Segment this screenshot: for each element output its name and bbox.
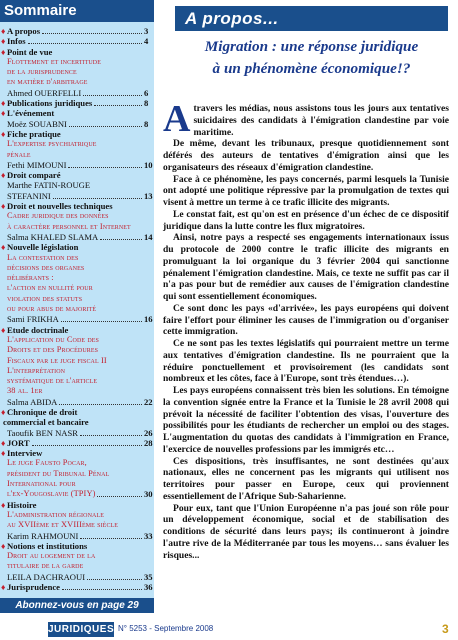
sommaire-title: Sommaire [0,0,154,22]
article-paragraph: Ainsi, notre pays a respecté ses engagements internationaux issus du protocole de 2000 contre le trafic illicite des migrants en promulguant la loi organique du 3 février 2004 qui sanctionne pénalement l'émigration clandestine. Mais, ce texte ne suffit pas car il n'a pas pour but de remédier aux causes de l'émigration clandestine qui sont essentiellement économiques. [163,232,449,302]
toc-entry [0,376,154,386]
toc-entry [0,180,154,190]
toc-entry-label: Taoufik BEN NASR [7,427,79,438]
toc-bullet-icon: ♦ [1,582,6,593]
toc-entry-label: président du Tribunal Pénal [7,468,110,478]
toc-entry-label: L'administration régionale [7,509,104,519]
toc-bullet-icon: ♦ [1,324,6,335]
toc-entry-label: Salma KHALED SLAMA [7,231,99,242]
toc-entry[interactable] [0,98,154,108]
toc-entry-label: Droit au logement de la [7,551,96,561]
toc-entry [0,417,154,427]
toc-entry [0,294,154,304]
toc-entry [0,386,154,396]
toc-entry-label: Sami FRIKHA [7,314,59,325]
toc-entry [0,510,154,520]
toc-entry-label: LEILA DACHRAOUI [7,571,86,582]
toc-entry-label: commercial et bancaire [3,417,89,428]
toc-entry [0,211,154,221]
subscribe-banner[interactable]: Abonnez-vous en page 29 [0,598,154,613]
toc-entry [0,253,154,263]
toc-entry-label: Nouvelle législation [7,242,79,253]
toc-entry [0,150,154,160]
magazine-logo: JURIDIQUES [48,624,115,635]
toc-entry-label: Notions et institutions [7,540,88,551]
toc-bullet-icon: ♦ [1,448,6,459]
page-footer [0,620,458,640]
toc-page-number: 16 [144,314,153,325]
toc-entry-label: Ahmed OUERFELLI [7,87,82,98]
toc-entry-label: Droit et nouvelles techniques [7,201,113,212]
toc-entry-label: Etude doctrinale [7,324,69,335]
toc-bullet-icon: ♦ [1,46,6,57]
toc-page-number: 13 [144,190,153,201]
section-banner-label: A propos... [179,7,285,30]
toc-entry-label: l'action en nullité pour [7,283,93,293]
toc-entry[interactable] [0,88,154,98]
toc-dot-leader [80,435,142,436]
toc-entry-label: Le juge Fausto Pocar, [7,458,87,468]
toc-entry [0,356,154,366]
toc-entry [0,170,154,180]
toc-dot-leader [94,105,142,106]
toc-dot-leader [69,126,142,127]
toc-bullet-icon: ♦ [1,108,6,119]
toc-page-number: 14 [144,231,153,242]
toc-entry-label: Cadre juridique des données [7,211,109,221]
toc-entry [0,541,154,551]
toc-entry [0,335,154,345]
toc-entry [0,551,154,561]
toc-dot-leader [53,198,142,199]
toc-entry-label: pénale [7,149,31,159]
toc-entry-label: L'expertise psychiatrique [7,139,97,149]
toc-page-number: 6 [144,87,149,98]
toc-entry-label: Droit comparé [7,170,61,181]
toc-entry-label: Salma ABIDA [7,396,58,407]
toc-entry-label: violation des statuts [7,293,83,303]
toc-page-number: 36 [144,582,153,593]
toc-bullet-icon: ♦ [1,242,6,253]
toc-entry-label: International pour [7,479,76,489]
toc-entry[interactable] [0,582,154,592]
toc-dot-leader [59,404,142,405]
toc-bullet-icon: ♦ [1,26,6,36]
article-paragraph: Ce ne sont pas les textes législatifs qui pourraient mettre un terme aux tentatives d'émigration clandestine. Ils ne pourraient que la réduire ponctuellement et provisoirement (les candidats sont nombreux et les côtes, face à l'Europe, sont très étendues…). [163,338,449,385]
toc-entry [0,67,154,77]
toc-entry[interactable] [0,36,154,46]
toc-entry-label: au XVIIème et XVIIIème siècle [7,520,119,530]
toc-entry[interactable] [0,314,154,324]
toc-entry-label: en matière d'arbitrage [7,77,88,87]
toc-entry [0,304,154,314]
toc-entry [0,407,154,417]
toc-entry [0,325,154,335]
toc-entry [0,47,154,57]
toc-entry-label: L'application du Code des [7,334,99,344]
toc-bullet-icon: ♦ [1,98,6,109]
toc-dot-leader [61,321,142,322]
toc-dot-leader [68,167,142,168]
toc-entry-label: Karim RAHMOUNI [7,530,79,541]
toc-entry-label: L'événement [7,108,55,119]
toc-entry [0,77,154,87]
toc-page-number: 35 [144,571,153,582]
toc-entry-label: Fiscaux par le juge fiscal II [7,355,107,365]
toc-entry-label: de la jurisprudence [7,67,77,77]
toc-entry [0,283,154,293]
toc-page-number: 8 [144,98,149,109]
toc-entry-label: ou pour abus de majorité [7,304,97,314]
toc-entry[interactable] [0,191,154,201]
toc-entry [0,139,154,149]
toc-page-number: 10 [144,159,153,170]
toc-entry[interactable] [0,572,154,582]
toc-entry[interactable] [0,26,154,36]
issue-info: N° 5253 - Septembre 2008 [118,624,214,633]
toc-entry-label: Droits et des Procédures [7,345,99,355]
toc-list [0,26,154,592]
toc-entry-label: décisions des organes [7,262,85,272]
toc-entry [0,57,154,67]
paragraph-text: travers les médias, nous assistons tous les jours aux tentatives suicidaires des candidats à l'émigration clandestine par voie maritime. [193,103,449,138]
toc-entry [0,520,154,530]
article-paragraph: Ces dispositions, très insuffisantes, ne sont destinées qu'aux nationaux, elles ne concernent pas les migrants qui utilisent nos territoires pour passer en Europe, ceux qui proviennent essentiellement de l'Afrique Sub-Saharienne. [163,455,449,502]
toc-entry-label: L'interprétation [7,365,66,375]
toc-entry-label: Marthe FATIN-ROUGE [7,180,91,191]
article-paragraph [163,98,449,140]
toc-entry-label: Histoire [7,499,37,510]
drop-cap: A [163,98,191,140]
table-of-contents [0,0,154,613]
article-body [163,98,449,561]
toc-entry-label: Jurisprudence [7,582,60,593]
toc-entry-label: Chronique de droit [7,406,78,417]
toc-dot-leader [62,589,142,590]
toc-entry[interactable] [0,232,154,242]
article-paragraph: De même, devant les tribunaux, presque quotidiennement sont déférés des auteurs de tentatives d'émigration ainsi que les organisateurs des réseaux d'émigration clandestine. [163,138,449,173]
toc-entry[interactable] [0,531,154,541]
toc-bullet-icon: ♦ [1,170,6,181]
toc-entry-label: délibérants : [7,273,54,283]
article-paragraph: Pour eux, tant que l'Union Européenne n'a pas joué son rôle pour un développement économique, social et de stabilisation des conditions de sécurité dans leurs pays; ils continueront à joindre l'autre rive de la Méditerranée par tous les moyens… sans évaluer les risques... [163,502,449,561]
toc-entry [0,263,154,273]
toc-page-number: 3 [144,26,149,36]
toc-dot-leader [80,538,142,539]
toc-entry [0,201,154,211]
article-paragraph: Le constat fait, est qu'on est en présence d'un échec de ce dispositif juridique dans la lutte contre les flux migratoires. [163,208,449,232]
toc-entry [0,448,154,458]
toc-bullet-icon: ♦ [1,540,6,551]
toc-entry[interactable] [0,489,154,499]
toc-dot-leader [32,445,142,446]
toc-dot-leader [83,95,142,96]
toc-dot-leader [42,33,142,34]
page-number: 3 [442,622,449,636]
toc-entry-label: La contestation des [7,252,79,262]
toc-entry-label: Flottement et incertitude [7,56,101,66]
toc-entry [0,469,154,479]
toc-entry-label: Point de vue [7,46,53,57]
toc-bullet-icon: ♦ [1,128,6,139]
toc-page-number: 28 [144,437,153,448]
toc-entry-label: Fethi MIMOUNI [7,159,67,170]
toc-page-number: 8 [144,118,149,129]
toc-bullet-icon: ♦ [1,406,6,417]
article-title-line-2: à un phénomène économique!? [212,60,411,77]
toc-page-number: 26 [144,427,153,438]
toc-entry [0,479,154,489]
toc-bullet-icon: ♦ [1,36,6,47]
toc-entry [0,366,154,376]
toc-page-number: 22 [144,396,153,407]
toc-entry-label: JORT [7,437,30,448]
toc-entry[interactable] [0,428,154,438]
article-paragraph: Face à ce phénomène, les pays concernés, parmi lesquels la Tunisie ont adopté une politique répressive par la promulgation de textes qui visent à mettre un terme à ce trafic illicite des migrants. [163,173,449,208]
toc-entry-label: Interview [7,448,43,459]
toc-entry-label: systématique de l'article [7,376,98,386]
toc-entry[interactable] [0,160,154,170]
toc-bullet-icon: ♦ [1,437,6,448]
article-paragraph: Les pays européens connaissent très bien les solutions. En témoigne la convention signée entre la France et la Tunisie le 28 avril 2008 qui prévoit la nécessité de faciliter l'obtention des visas, l'ouverture des possibilités pour les étudiants de rechercher un emploi ou des stages. L'augmentation du quotas des candidats à l'immigration en France, l'exercice de nouvelles professions par les immigrés etc… [163,385,449,455]
toc-entry-label: l'ex-Yougoslavie (TPIY) [7,489,96,499]
section-banner [175,6,448,31]
toc-dot-leader [87,579,142,580]
toc-entry[interactable] [0,438,154,448]
toc-page-number: 30 [144,489,153,500]
toc-bullet-icon: ♦ [1,201,6,212]
toc-entry [0,242,154,252]
article-title [175,36,448,80]
toc-entry [0,345,154,355]
toc-page-number: 33 [144,530,153,541]
toc-entry-label: Moëz SOUABNI [7,118,67,129]
toc-page-number: 4 [144,36,149,47]
toc-entry[interactable] [0,397,154,407]
toc-entry [0,500,154,510]
toc-entry-label: 38 al. 1er [7,386,43,396]
toc-entry-label: Publications juridiques [7,98,93,109]
toc-dot-leader [97,496,142,497]
toc-dot-leader [100,239,142,240]
toc-entry[interactable] [0,119,154,129]
toc-entry [0,273,154,283]
article-paragraph: Ce sont donc les pays «d'arrivée», les pays européens qui doivent faire l'effort pour éliminer les causes de l'immigration ou d'organiser cette immigration. [163,302,449,338]
toc-entry [0,458,154,468]
toc-entry-label: Fiche pratique [7,128,61,139]
toc-entry-label: A propos [7,26,41,36]
toc-entry-label: titulaire de la garde [7,561,84,571]
article-title-line-1: Migration : une réponse juridique [204,38,419,55]
toc-entry [0,108,154,118]
toc-entry-label: à caractère personnel et Internet [7,221,131,231]
toc-entry [0,129,154,139]
toc-entry [0,561,154,571]
toc-entry-label: Infos [7,36,26,47]
toc-entry-label: STEFANINI [7,190,51,201]
toc-bullet-icon: ♦ [1,499,6,510]
toc-dot-leader [28,43,142,44]
toc-entry [0,222,154,232]
